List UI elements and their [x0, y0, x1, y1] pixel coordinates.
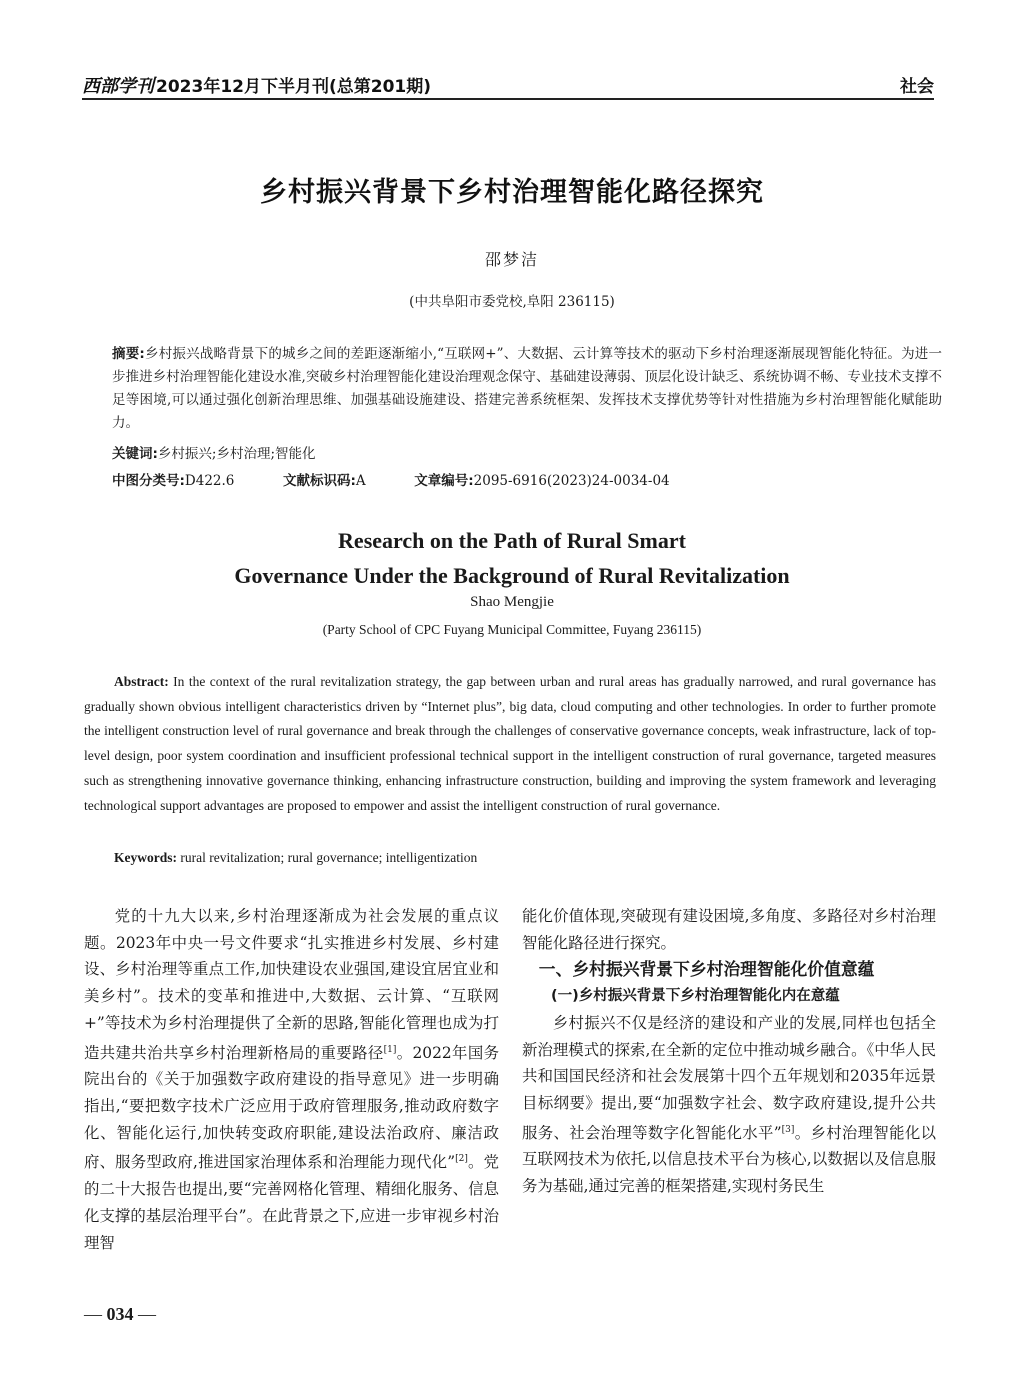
- body-paragraph: [522, 1010, 936, 1200]
- clc-label: 中图分类号:: [112, 473, 185, 489]
- chinese-author: 邵梦洁: [484, 250, 539, 269]
- paragraph-text: 党的十九大以来,乡村治理逐渐成为社会发展的重点议题。2023年中央一号文件要求“扎实推进乡村发展、乡村建设、乡村治理等重点工作,加快建设农业强国,建设宜居宜业和美乡村”。技术的变革和推进中,大数据、云计算、“互联网+”等技术为乡村治理提供了全新的思路,智能化管理也成为打造共建共治共享乡村治理新格局的重要路径: [84, 907, 499, 1062]
- clc-value: D422.6: [184, 473, 235, 489]
- english-title-line1: Research on the Path of Rural Smart: [338, 528, 686, 553]
- body-paragraph: [84, 903, 499, 1256]
- chinese-abstract: [112, 343, 942, 435]
- chinese-abstract-text: 乡村振兴战略背景下的城乡之间的差距逐渐缩小,“互联网+”、大数据、云计算等技术的驱动下乡村治理逐渐展现智能化特征。为进一步推进乡村治理智能化建设水准,突破乡村治理智能化建设治理观念保守、基础建设薄弱、顶层化设计缺乏、系统协调不畅、专业技术支撑不足等困境,可以通过强化创新治理思维、加强基础设施建设、搭建完善系统框架、发挥技术支撑优势等针对性措施为乡村治理智能化赋能助力。: [112, 346, 942, 431]
- chinese-keywords-text: 乡村振兴;乡村治理;智能化: [157, 446, 316, 462]
- body-left-column: [84, 903, 499, 1256]
- english-abstract: [84, 670, 936, 818]
- chinese-title: 乡村振兴背景下乡村治理智能化路径探究: [260, 177, 764, 208]
- classification-line: [112, 469, 942, 489]
- english-abstract-label: Abstract:: [114, 674, 169, 689]
- chinese-keywords-label: 关键词:: [112, 446, 158, 462]
- subsection-heading: (一)乡村振兴背景下乡村治理智能化内在意蕴: [551, 988, 840, 1005]
- english-title-line2: Governance Under the Background of Rural Revitalization: [234, 563, 790, 588]
- english-author: Shao Mengjie: [470, 594, 554, 610]
- journal-issue: [82, 72, 431, 98]
- body-paragraph: 能化价值体现,突破现有建设困境,多角度、多路径对乡村治理智能化路径进行探究。: [522, 907, 936, 952]
- paragraph-text: 。2022年国务院出台的《关于加强数字政府建设的指导意见》进一步明确指出,“要把数字技术广泛应用于政府管理服务,推动政府数字化、智能化运行,加快转变政府职能,建设法治政府、廉洁政府、服务型政府,推进国家治理体系和治理能力现代化”: [84, 1043, 499, 1172]
- citation-3[interactable]: [3]: [781, 1124, 795, 1135]
- running-header: [82, 68, 934, 100]
- citation-1[interactable]: [1]: [383, 1044, 397, 1055]
- section-label: 社会: [900, 77, 934, 97]
- english-keywords: [114, 850, 477, 866]
- english-keywords-label: Keywords:: [114, 850, 177, 865]
- doc-code-value: A: [355, 473, 366, 489]
- english-keywords-text: rural revitalization; rural governance; intelligentization: [180, 850, 478, 865]
- paragraph-text: 。乡村治理智能化以互联网技术为依托,以信息技术平台为核心,以数据以及信息服务为基础,通过完善的框架搭建,实现村务民生: [522, 1123, 936, 1196]
- dash-right: —: [138, 1304, 156, 1324]
- chinese-affiliation: (中共阜阳市委党校,阜阳 236115): [409, 294, 615, 310]
- english-affiliation: (Party School of CPC Fuyang Municipal Committee, Fuyang 236115): [322, 622, 702, 637]
- doc-code-label: 文献标识码:: [282, 473, 356, 489]
- page-number-value: 034: [106, 1304, 134, 1324]
- body-right-column: [522, 903, 936, 1200]
- journal-logo: 西部学刊: [82, 76, 154, 97]
- citation-2[interactable]: [2]: [455, 1154, 468, 1165]
- dash-left: —: [84, 1304, 102, 1324]
- chinese-keywords: [112, 442, 316, 462]
- english-abstract-text: In the context of the rural revitalization strategy, the gap between urban and rural areas has gradually narrowed, and rural governance has gradually shown obvious intelligent characteristics driven by “Internet plus”, big data, cloud computing and other technologies. In order to further promote the intelligent construction level of rural governance and break through the challenges of conservative governance concepts, weak infrastructure, lack of top-level design, poor system coordination and insufficient professional technical support in the intelligent construction of rural governance, targeted measures such as strengthening innovative governance thinking, enhancing infrastructure construction, building and improving the system framework and leveraging technological support advantages are proposed to empower and assist the intelligent construction of rural governance.: [84, 674, 936, 813]
- article-no-value: 2095-6916(2023)24-0034-04: [473, 473, 670, 489]
- chinese-abstract-label: 摘要:: [112, 346, 145, 362]
- paragraph-text: 乡村振兴不仅是经济的建设和产业的发展,同样也包括全新治理模式的探索,在全新的定位中推动城乡融合。《中华人民共和国国民经济和社会发展第十四个五年规划和2035年远景目标纲要》提出,要“加强数字社会、数字政府建设,提升公共服务、社会治理等数字化智能化水平”: [522, 1013, 936, 1142]
- section-heading: 一、乡村振兴背景下乡村治理智能化价值意蕴: [538, 959, 875, 980]
- paragraph-text: 。党的二十大报告也提出,要“完善网格化管理、精细化服务、信息化支撑的基层治理平台”。在此背景之下,应进一步审视乡村治理智: [84, 1153, 499, 1252]
- issue-info: 2023年12月下半月刊(总第201期): [156, 77, 431, 97]
- english-title: [0, 523, 1024, 593]
- article-no-label: 文章编号:: [414, 473, 474, 489]
- page-number: [84, 1304, 156, 1325]
